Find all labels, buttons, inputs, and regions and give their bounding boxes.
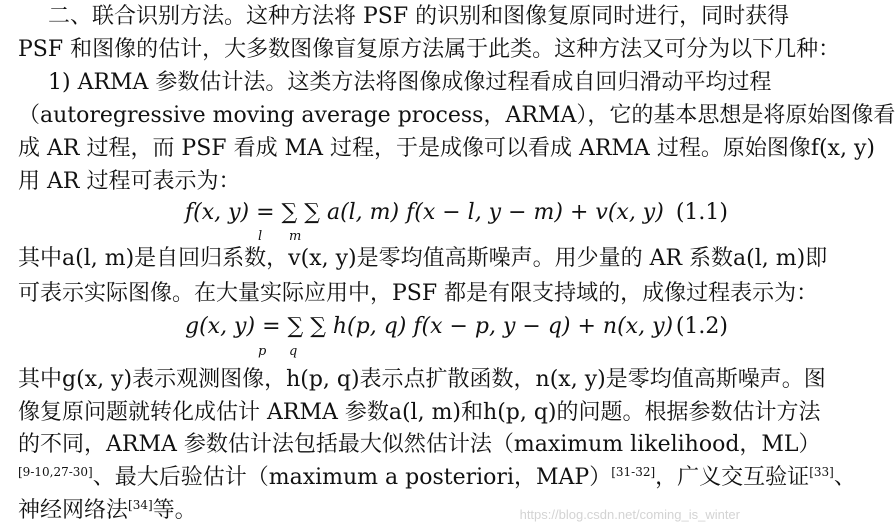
paragraph-line-autoregressive-coefficients: 其中a(l, m)是自回归系数，v(x, y)是零均值高斯噪声。用少量的 AR 系数a(l, m)即: [18, 246, 828, 271]
neural-network-text: 神经网络法: [18, 498, 129, 523]
paragraph-line-map-and-cross-validation: [18, 463, 856, 493]
paragraph-line-arma-parameter-problem: 像复原问题就转化成估计 ARMA 参数a(l, m)和h(p, q)的问题。根据参数估计方法: [18, 400, 821, 425]
equation-1-1-sum-subscript-m: m: [289, 229, 302, 244]
citation-cross-validation-reference: [33]: [809, 465, 834, 479]
equation-1-1-sum-subscript-l: l: [258, 229, 263, 244]
paragraph-line-maximum-likelihood: 的不同，ARMA 参数估计法包括最大似然估计法（maximum likelihood，ML）: [18, 432, 821, 457]
paragraph-ending-text: 等。: [152, 498, 197, 523]
paragraph-line-ar-representation: 用 AR 过程可表示为：: [18, 169, 241, 194]
equation-1-2-sum-subscript-q: q: [289, 344, 298, 359]
paragraph-line-observed-image-definition: 其中g(x, y)表示观测图像，h(p, q)表示点扩散函数，n(x, y)是零均值高斯噪声。图: [18, 367, 826, 392]
map-text: 、最大后验估计（maximum a posteriori，MAP）: [92, 465, 612, 490]
paragraph-line-ar-ma-process: 成 AR 过程，而 PSF 看成 MA 过程，于是成像可以看成 ARMA 过程。原始图像f(x, y): [18, 136, 875, 161]
equation-1-1-number: (1.1): [675, 200, 728, 225]
paragraph-line-joint-identification-intro: 二、联合识别方法。这种方法将 PSF 的识别和图像复原同时进行，同时获得: [48, 4, 790, 29]
paragraph-line-psf-and-image-estimation: PSF 和图像的估计，大多数图像盲复原方法属于此类。这种方法又可分为以下几种：: [18, 37, 841, 62]
citation-ml-references: [9-10,27-30]: [18, 465, 93, 479]
equation-1-2-number: (1.2): [675, 314, 728, 339]
paragraph-line-finite-support-psf: 可表示实际图像。在大量实际应用中，PSF 都是有限支持域的，成像过程表示为：: [18, 281, 819, 306]
equation-1-2: g(x, y) = ∑ ∑ h(p, q) f(x − p, y − q) + n(x, y): [185, 314, 674, 339]
citation-map-references: [31-32]: [611, 465, 656, 479]
equation-1-1: f(x, y) = ∑ ∑ a(l, m) f(x − l, y − m) + v(x, y): [185, 200, 664, 225]
equation-1-2-sum-subscript-p: p: [258, 344, 267, 359]
line-end-punctuation: 、: [833, 465, 856, 490]
cross-validation-text: ，广义交互验证: [655, 465, 810, 490]
source-watermark: https://blog.csdn.net/coming_is_winter: [519, 507, 740, 522]
paragraph-line-arma-method-title: 1) ARMA 参数估计法。这类方法将图像成像过程看成自回归滑动平均过程: [48, 70, 772, 95]
citation-neural-network-reference: [34]: [128, 498, 153, 512]
paragraph-line-arma-definition: （autoregressive moving average process，ARMA），它的基本思想是将原始图像看: [18, 103, 895, 128]
